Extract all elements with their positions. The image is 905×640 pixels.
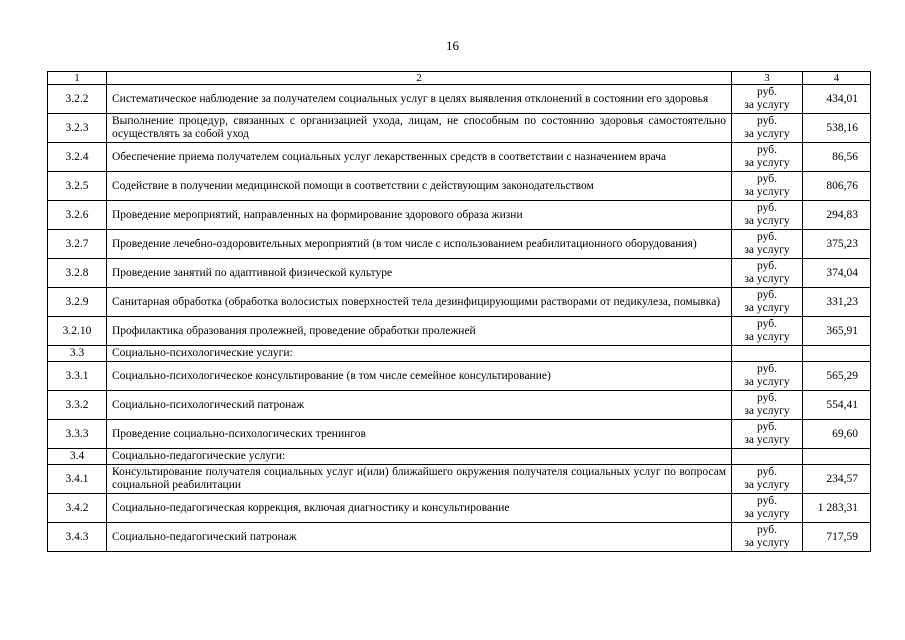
service-description: Проведение социально-психологических тренингов <box>107 420 732 449</box>
unit-currency: руб. <box>757 289 777 301</box>
header-row <box>48 72 871 85</box>
unit-currency: руб. <box>757 231 777 243</box>
unit-currency: руб. <box>757 495 777 507</box>
row-number: 3.2.5 <box>48 172 107 201</box>
row-number: 3.2.4 <box>48 143 107 172</box>
service-description: Проведение лечебно-оздоровительных мероприятий (в том числе с использованием реабилитационного оборудования) <box>107 230 732 259</box>
service-description: Проведение мероприятий, направленных на формирование здорового образа жизни <box>107 201 732 230</box>
unit-cell <box>732 465 803 494</box>
service-description: Выполнение процедур, связанных с организацией ухода, лицам, не способным по состоянию здоровья самостоятельно осуществлять за собой уход <box>107 114 732 143</box>
unit-per-service: за услугу <box>744 215 790 227</box>
unit-per-service: за услугу <box>744 99 790 111</box>
service-description: Консультирование получателя социальных услуг и(или) ближайшего окружения получателя социальных услуг по вопросам социальной реабилитации <box>107 465 732 494</box>
price-value: 806,76 <box>803 172 871 201</box>
section-row <box>48 449 871 465</box>
service-description: Содействие в получении медицинской помощи в соответствии с действующим законодательством <box>107 172 732 201</box>
row-number: 3.2.7 <box>48 230 107 259</box>
price-value: 554,41 <box>803 391 871 420</box>
unit-per-service: за услугу <box>744 405 790 417</box>
price-value: 86,56 <box>803 143 871 172</box>
price-value: 365,91 <box>803 317 871 346</box>
unit-cell <box>732 420 803 449</box>
service-description: Социально-психологическое консультирование (в том числе семейное консультирование) <box>107 362 732 391</box>
row-number: 3.2.6 <box>48 201 107 230</box>
unit-currency: руб. <box>757 421 777 433</box>
unit-per-service: за услугу <box>744 331 790 343</box>
row-number: 3.3.1 <box>48 362 107 391</box>
unit-cell <box>732 317 803 346</box>
table-row <box>48 362 871 391</box>
service-description: Социально-педагогический патронаж <box>107 523 732 552</box>
row-number: 3.3 <box>48 346 107 362</box>
unit-cell <box>732 523 803 552</box>
header-col-1: 1 <box>48 72 107 85</box>
price-value: 234,57 <box>803 465 871 494</box>
unit-cell <box>732 288 803 317</box>
unit-per-service: за услугу <box>744 186 790 198</box>
row-number: 3.4.2 <box>48 494 107 523</box>
table-row <box>48 465 871 494</box>
unit-currency: руб. <box>757 392 777 404</box>
price-value: 538,16 <box>803 114 871 143</box>
table-row <box>48 85 871 114</box>
row-number: 3.3.2 <box>48 391 107 420</box>
unit-cell <box>732 391 803 420</box>
price-value: 375,23 <box>803 230 871 259</box>
unit-cell <box>732 201 803 230</box>
price-value: 69,60 <box>803 420 871 449</box>
unit-per-service: за услугу <box>744 537 790 549</box>
unit-currency: руб. <box>757 524 777 536</box>
unit-per-service: за услугу <box>744 244 790 256</box>
section-row <box>48 346 871 362</box>
price-value: 331,23 <box>803 288 871 317</box>
header-col-2: 2 <box>107 72 732 85</box>
unit-per-service: за услугу <box>744 128 790 140</box>
unit-per-service: за услугу <box>744 434 790 446</box>
unit-cell <box>732 114 803 143</box>
unit-currency: руб. <box>757 202 777 214</box>
row-number: 3.4 <box>48 449 107 465</box>
table-body <box>48 72 871 552</box>
unit-currency: руб. <box>757 173 777 185</box>
unit-cell <box>732 143 803 172</box>
table-row <box>48 172 871 201</box>
unit-currency: руб. <box>757 363 777 375</box>
unit-per-service: за услугу <box>744 508 790 520</box>
unit-per-service: за услугу <box>744 157 790 169</box>
table-row <box>48 288 871 317</box>
table-row <box>48 420 871 449</box>
unit-currency: руб. <box>757 115 777 127</box>
unit-currency: руб. <box>757 318 777 330</box>
section-title: Социально-педагогические услуги: <box>107 449 732 465</box>
unit-cell-empty <box>732 449 803 465</box>
table-row <box>48 317 871 346</box>
price-cell-empty <box>803 449 871 465</box>
price-table <box>47 71 871 552</box>
header-col-4: 4 <box>803 72 871 85</box>
table-row <box>48 259 871 288</box>
price-value: 717,59 <box>803 523 871 552</box>
table-row <box>48 494 871 523</box>
service-description: Проведение занятий по адаптивной физической культуре <box>107 259 732 288</box>
row-number: 3.4.3 <box>48 523 107 552</box>
row-number: 3.2.9 <box>48 288 107 317</box>
unit-per-service: за услугу <box>744 479 790 491</box>
row-number: 3.4.1 <box>48 465 107 494</box>
service-description: Социально-педагогическая коррекция, включая диагностику и консультирование <box>107 494 732 523</box>
service-description: Профилактика образования пролежней, проведение обработки пролежней <box>107 317 732 346</box>
unit-currency: руб. <box>757 260 777 272</box>
table-row <box>48 391 871 420</box>
unit-cell <box>732 259 803 288</box>
price-value: 374,04 <box>803 259 871 288</box>
unit-currency: руб. <box>757 86 777 98</box>
table-row <box>48 230 871 259</box>
unit-cell <box>732 172 803 201</box>
table-row <box>48 143 871 172</box>
unit-cell <box>732 494 803 523</box>
price-value: 1 283,31 <box>803 494 871 523</box>
unit-cell-empty <box>732 346 803 362</box>
page-number: 16 <box>446 38 459 53</box>
unit-per-service: за услугу <box>744 376 790 388</box>
unit-currency: руб. <box>757 466 777 478</box>
service-description: Социально-психологический патронаж <box>107 391 732 420</box>
row-number: 3.2.2 <box>48 85 107 114</box>
section-title: Социально-психологические услуги: <box>107 346 732 362</box>
price-value: 294,83 <box>803 201 871 230</box>
unit-cell <box>732 85 803 114</box>
unit-currency: руб. <box>757 144 777 156</box>
price-cell-empty <box>803 346 871 362</box>
service-description: Систематическое наблюдение за получателем социальных услуг в целях выявления отклонений в состоянии его здоровья <box>107 85 732 114</box>
row-number: 3.3.3 <box>48 420 107 449</box>
table-row <box>48 201 871 230</box>
row-number: 3.2.10 <box>48 317 107 346</box>
unit-per-service: за услугу <box>744 302 790 314</box>
service-description: Санитарная обработка (обработка волосистых поверхностей тела дезинфицирующими растворами от педикулеза, помывка) <box>107 288 732 317</box>
row-number: 3.2.3 <box>48 114 107 143</box>
table-row <box>48 114 871 143</box>
price-value: 434,01 <box>803 85 871 114</box>
row-number: 3.2.8 <box>48 259 107 288</box>
unit-per-service: за услугу <box>744 273 790 285</box>
unit-cell <box>732 362 803 391</box>
table-row <box>48 523 871 552</box>
price-value: 565,29 <box>803 362 871 391</box>
header-col-3: 3 <box>732 72 803 85</box>
service-description: Обеспечение приема получателем социальных услуг лекарственных средств в соответствии с назначением врача <box>107 143 732 172</box>
unit-cell <box>732 230 803 259</box>
